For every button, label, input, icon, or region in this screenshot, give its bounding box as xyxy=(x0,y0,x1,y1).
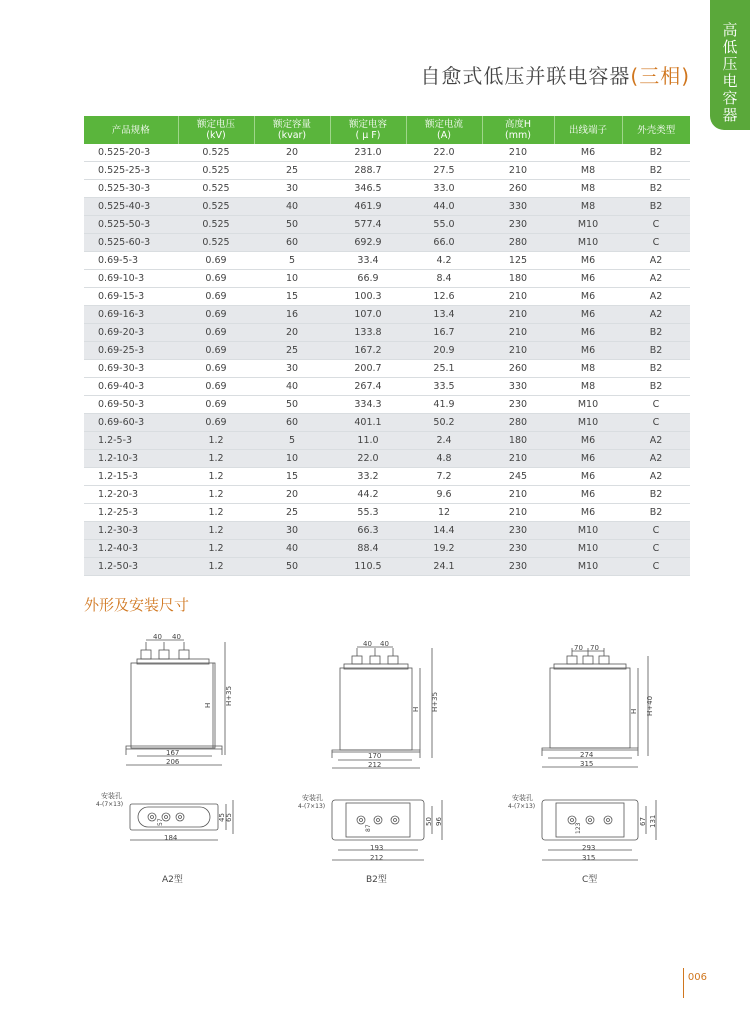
table-cell: 50.2 xyxy=(406,414,482,432)
table-cell: 2.4 xyxy=(406,432,482,450)
table-cell: 0.69-40-3 xyxy=(84,378,178,396)
table-cell: 10 xyxy=(254,270,330,288)
table-cell: 267.4 xyxy=(330,378,406,396)
table-cell: 16.7 xyxy=(406,324,482,342)
c-front-view xyxy=(542,648,648,767)
table-cell: 19.2 xyxy=(406,540,482,558)
b2-plan-view xyxy=(332,800,442,860)
table-cell: 20 xyxy=(254,486,330,504)
b2-plan-width1: 193 xyxy=(370,844,384,852)
table-cell: 22.0 xyxy=(406,144,482,162)
table-cell: M6 xyxy=(554,144,622,162)
table-cell: 0.525-50-3 xyxy=(84,216,178,234)
table-cell: 0.69-5-3 xyxy=(84,252,178,270)
table-cell: 230 xyxy=(482,540,554,558)
table-cell: 1.2-15-3 xyxy=(84,468,178,486)
table-cell: 401.1 xyxy=(330,414,406,432)
table-cell: M8 xyxy=(554,378,622,396)
table-cell: M10 xyxy=(554,234,622,252)
table-cell: 100.3 xyxy=(330,288,406,306)
table-cell: M6 xyxy=(554,468,622,486)
table-cell: 1.2 xyxy=(178,540,254,558)
table-cell: 0.69 xyxy=(178,252,254,270)
table-cell: 167.2 xyxy=(330,342,406,360)
table-cell: 1.2 xyxy=(178,522,254,540)
table-cell: C xyxy=(622,522,690,540)
table-cell: 0.525-40-3 xyxy=(84,198,178,216)
column-header: 额定容量 (kvar) xyxy=(254,116,330,144)
table-cell: C xyxy=(622,414,690,432)
table-cell: 210 xyxy=(482,342,554,360)
table-cell: 280 xyxy=(482,414,554,432)
table-cell: 125 xyxy=(482,252,554,270)
table-cell: 0.69 xyxy=(178,342,254,360)
table-cell: M10 xyxy=(554,414,622,432)
c-dim-inner: 123 xyxy=(575,822,582,834)
table-cell: 40 xyxy=(254,378,330,396)
table-cell: M10 xyxy=(554,396,622,414)
a2-front-view xyxy=(126,640,225,765)
a2-top-dim-2: 40 xyxy=(172,633,181,641)
table-cell: 9.6 xyxy=(406,486,482,504)
table-cell: 210 xyxy=(482,144,554,162)
b2-dim-inner: 87 xyxy=(365,824,372,832)
column-header: 高度H (mm) xyxy=(482,116,554,144)
table-cell: 180 xyxy=(482,432,554,450)
column-header: 产品规格 xyxy=(84,116,178,144)
table-cell: C xyxy=(622,540,690,558)
section-title: 外形及安装尺寸 xyxy=(84,596,190,614)
table-cell: M8 xyxy=(554,360,622,378)
table-cell: C xyxy=(622,234,690,252)
table-cell: 210 xyxy=(482,288,554,306)
table-cell: 5 xyxy=(254,252,330,270)
a2-hole-spec: 4-(7×13) xyxy=(96,801,124,808)
table-cell: M6 xyxy=(554,432,622,450)
page-title-main: 自愈式低压并联电容器 xyxy=(420,64,631,88)
column-header: 额定电压 (kV) xyxy=(178,116,254,144)
b2-plan-width2: 212 xyxy=(370,854,384,862)
table-cell: A2 xyxy=(622,432,690,450)
b2-top-dim-2: 40 xyxy=(380,640,389,648)
table-cell: 0.525 xyxy=(178,216,254,234)
table-cell: 1.2 xyxy=(178,504,254,522)
table-cell: 230 xyxy=(482,558,554,576)
table-cell: M8 xyxy=(554,162,622,180)
table-cell: 0.69-10-3 xyxy=(84,270,178,288)
a2-dim-h35: H+35 xyxy=(225,685,233,706)
a2-plan-width: 184 xyxy=(164,834,178,842)
table-cell: M6 xyxy=(554,288,622,306)
table-cell: 0.69-25-3 xyxy=(84,342,178,360)
table-cell: 577.4 xyxy=(330,216,406,234)
table-cell: 88.4 xyxy=(330,540,406,558)
table-cell: 280 xyxy=(482,234,554,252)
table-cell: 0.525-20-3 xyxy=(84,144,178,162)
table-cell: M10 xyxy=(554,216,622,234)
column-header: 额定电流 (A) xyxy=(406,116,482,144)
table-cell: 180 xyxy=(482,270,554,288)
table-cell: M6 xyxy=(554,504,622,522)
b2-caption: B2型 xyxy=(366,875,387,885)
table-cell: 7.2 xyxy=(406,468,482,486)
table-cell: 66.3 xyxy=(330,522,406,540)
table-cell: 0.69 xyxy=(178,414,254,432)
table-cell: 0.69 xyxy=(178,396,254,414)
c-dim-h40: H+40 xyxy=(646,695,654,716)
table-cell: 50 xyxy=(254,396,330,414)
table-cell: 0.525 xyxy=(178,144,254,162)
table-cell: 0.525 xyxy=(178,162,254,180)
table-cell: 5 xyxy=(254,432,330,450)
table-cell: 0.525 xyxy=(178,198,254,216)
table-cell: 260 xyxy=(482,180,554,198)
table-cell: 1.2-30-3 xyxy=(84,522,178,540)
table-cell: M6 xyxy=(554,252,622,270)
table-cell: 288.7 xyxy=(330,162,406,180)
table-cell: B2 xyxy=(622,324,690,342)
table-cell: M8 xyxy=(554,180,622,198)
table-cell: 41.9 xyxy=(406,396,482,414)
table-cell: 16 xyxy=(254,306,330,324)
table-cell: 245 xyxy=(482,468,554,486)
table-cell: 11.0 xyxy=(330,432,406,450)
table-cell: 66.9 xyxy=(330,270,406,288)
table-cell: C xyxy=(622,216,690,234)
a2-dim-inner: 57 xyxy=(157,818,164,826)
table-cell: 1.2-50-3 xyxy=(84,558,178,576)
table-cell: A2 xyxy=(622,270,690,288)
table-cell: 260 xyxy=(482,360,554,378)
table-cell: 14.4 xyxy=(406,522,482,540)
table-cell: 0.69-50-3 xyxy=(84,396,178,414)
table-cell: 230 xyxy=(482,216,554,234)
table-cell: 4.2 xyxy=(406,252,482,270)
table-cell: 27.5 xyxy=(406,162,482,180)
table-cell: 230 xyxy=(482,522,554,540)
table-cell: 1.2-5-3 xyxy=(84,432,178,450)
table-cell: 66.0 xyxy=(406,234,482,252)
table-cell: 210 xyxy=(482,450,554,468)
table-cell: B2 xyxy=(622,162,690,180)
c-plan-width2: 315 xyxy=(582,854,596,862)
table-cell: 30 xyxy=(254,522,330,540)
table-cell: 1.2 xyxy=(178,432,254,450)
b2-dim-bottom1: 170 xyxy=(368,752,382,760)
table-cell: 1.2 xyxy=(178,486,254,504)
table-cell: 1.2 xyxy=(178,558,254,576)
c-plan-view xyxy=(542,800,656,860)
table-cell: 40 xyxy=(254,540,330,558)
column-header: 额定电容 ( μ F) xyxy=(330,116,406,144)
table-cell: 33.0 xyxy=(406,180,482,198)
table-cell: B2 xyxy=(622,180,690,198)
table-cell: 15 xyxy=(254,288,330,306)
table-cell: 20 xyxy=(254,144,330,162)
table-cell: 334.3 xyxy=(330,396,406,414)
table-cell: 33.2 xyxy=(330,468,406,486)
b2-dim-bottom2: 212 xyxy=(368,761,382,769)
table-cell: 10 xyxy=(254,450,330,468)
table-cell: A2 xyxy=(622,468,690,486)
page-number: 006 xyxy=(687,972,707,983)
table-cell: M10 xyxy=(554,558,622,576)
c-caption: C型 xyxy=(582,875,598,885)
table-cell: 0.69-20-3 xyxy=(84,324,178,342)
page-title-suffix: (三相) xyxy=(630,64,690,88)
table-cell: 1.2-10-3 xyxy=(84,450,178,468)
table-cell: 0.525 xyxy=(178,234,254,252)
table-cell: 33.5 xyxy=(406,378,482,396)
table-cell: B2 xyxy=(622,486,690,504)
table-cell: 210 xyxy=(482,324,554,342)
table-cell: B2 xyxy=(622,504,690,522)
b2-dim-side1: 50 xyxy=(425,817,433,826)
table-cell: 50 xyxy=(254,558,330,576)
table-cell: 50 xyxy=(254,216,330,234)
table-cell: 330 xyxy=(482,198,554,216)
c-hole-spec: 4-(7×13) xyxy=(508,803,536,810)
table-cell: 25 xyxy=(254,504,330,522)
a2-dim-side2: 65 xyxy=(225,813,233,822)
table-cell: 0.525-30-3 xyxy=(84,180,178,198)
table-cell: M6 xyxy=(554,342,622,360)
table-cell: 33.4 xyxy=(330,252,406,270)
c-dim-h: H xyxy=(630,708,638,714)
table-cell: 13.4 xyxy=(406,306,482,324)
table-cell: C xyxy=(622,396,690,414)
b2-hole-spec: 4-(7×13) xyxy=(298,803,326,810)
table-cell: A2 xyxy=(622,450,690,468)
c-hole-label: 安装孔 xyxy=(512,794,533,802)
table-cell: 0.69 xyxy=(178,378,254,396)
table-cell: 0.69-60-3 xyxy=(84,414,178,432)
table-cell: 44.2 xyxy=(330,486,406,504)
table-cell: 0.525 xyxy=(178,180,254,198)
b2-top-dim-1: 40 xyxy=(363,640,372,648)
a2-hole-label: 安装孔 xyxy=(101,792,122,800)
b2-dim-h: H xyxy=(412,706,420,712)
table-cell: 133.8 xyxy=(330,324,406,342)
table-cell: 210 xyxy=(482,486,554,504)
side-category-label: 高低压电容器 xyxy=(720,22,739,124)
table-cell: M6 xyxy=(554,306,622,324)
table-cell: M10 xyxy=(554,522,622,540)
table-cell: 40 xyxy=(254,198,330,216)
table-cell: 30 xyxy=(254,360,330,378)
table-cell: 20.9 xyxy=(406,342,482,360)
table-cell: 4.8 xyxy=(406,450,482,468)
table-cell: 15 xyxy=(254,468,330,486)
table-cell: M8 xyxy=(554,198,622,216)
table-cell: 0.69 xyxy=(178,270,254,288)
table-cell: 230 xyxy=(482,396,554,414)
table-cell: 1.2-40-3 xyxy=(84,540,178,558)
table-cell: B2 xyxy=(622,360,690,378)
table-cell: 210 xyxy=(482,306,554,324)
c-top-dim-1: 70 xyxy=(574,644,583,652)
a2-dim-h: H xyxy=(204,702,212,708)
table-cell: 0.69 xyxy=(178,306,254,324)
table-cell: 0.69 xyxy=(178,360,254,378)
table-cell: M6 xyxy=(554,486,622,504)
table-cell: 210 xyxy=(482,162,554,180)
c-dim-side1: 67 xyxy=(639,817,647,826)
table-cell: 24.1 xyxy=(406,558,482,576)
table-cell: 1.2 xyxy=(178,450,254,468)
column-header: 出线端子 xyxy=(554,116,622,144)
table-cell: 692.9 xyxy=(330,234,406,252)
table-cell: M6 xyxy=(554,450,622,468)
table-cell: 25 xyxy=(254,342,330,360)
table-cell: 1.2-20-3 xyxy=(84,486,178,504)
table-cell: 12 xyxy=(406,504,482,522)
table-cell: 107.0 xyxy=(330,306,406,324)
a2-top-dim-1: 40 xyxy=(153,633,162,641)
table-cell: 22.0 xyxy=(330,450,406,468)
table-cell: 25 xyxy=(254,162,330,180)
table-cell: B2 xyxy=(622,144,690,162)
table-cell: 330 xyxy=(482,378,554,396)
table-cell: 12.6 xyxy=(406,288,482,306)
table-cell: 44.0 xyxy=(406,198,482,216)
a2-dim-side1: 45 xyxy=(218,813,226,822)
c-plan-width1: 293 xyxy=(582,844,596,852)
a2-caption: A2型 xyxy=(162,875,183,885)
table-cell: M10 xyxy=(554,540,622,558)
table-cell: A2 xyxy=(622,288,690,306)
table-cell: 0.69 xyxy=(178,324,254,342)
b2-hole-label: 安装孔 xyxy=(302,794,323,802)
a2-dim-bottom1: 167 xyxy=(166,749,180,757)
table-cell: B2 xyxy=(622,342,690,360)
table-cell: A2 xyxy=(622,252,690,270)
c-dim-side2: 131 xyxy=(649,814,657,828)
table-cell: 30 xyxy=(254,180,330,198)
table-cell: M6 xyxy=(554,324,622,342)
table-cell: 200.7 xyxy=(330,360,406,378)
table-cell: 0.69-30-3 xyxy=(84,360,178,378)
table-cell: 0.525-25-3 xyxy=(84,162,178,180)
c-top-dim-2: 70 xyxy=(590,644,599,652)
column-header: 外壳类型 xyxy=(622,116,690,144)
table-cell: 0.69-16-3 xyxy=(84,306,178,324)
table-cell: M6 xyxy=(554,270,622,288)
table-cell: 210 xyxy=(482,504,554,522)
table-cell: 461.9 xyxy=(330,198,406,216)
table-cell: 60 xyxy=(254,414,330,432)
table-cell: C xyxy=(622,558,690,576)
table-cell: 25.1 xyxy=(406,360,482,378)
table-cell: B2 xyxy=(622,378,690,396)
table-cell: 231.0 xyxy=(330,144,406,162)
table-cell: 1.2 xyxy=(178,468,254,486)
table-cell: 8.4 xyxy=(406,270,482,288)
table-cell: 20 xyxy=(254,324,330,342)
table-cell: 346.5 xyxy=(330,180,406,198)
table-cell: B2 xyxy=(622,198,690,216)
table-cell: 55.3 xyxy=(330,504,406,522)
b2-dim-h35: H+35 xyxy=(431,691,439,712)
table-cell: 60 xyxy=(254,234,330,252)
page-number-divider xyxy=(683,968,684,998)
table-cell: 55.0 xyxy=(406,216,482,234)
table-cell: 1.2-25-3 xyxy=(84,504,178,522)
table-cell: 0.525-60-3 xyxy=(84,234,178,252)
c-dim-bottom1: 274 xyxy=(580,751,594,759)
table-cell: 0.69-15-3 xyxy=(84,288,178,306)
table-cell: A2 xyxy=(622,306,690,324)
table-cell: 110.5 xyxy=(330,558,406,576)
c-dim-bottom2: 315 xyxy=(580,760,594,768)
b2-dim-side2: 96 xyxy=(435,817,443,826)
a2-dim-bottom2: 206 xyxy=(166,758,180,766)
table-cell: 0.69 xyxy=(178,288,254,306)
